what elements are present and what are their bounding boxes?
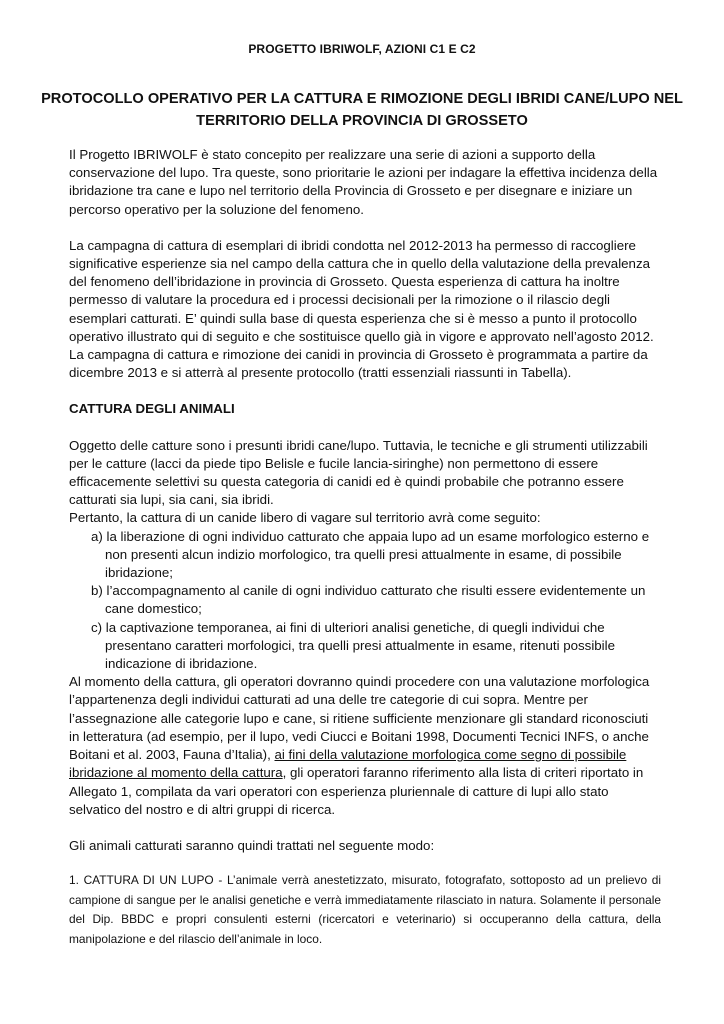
section-paragraph-1: Oggetto delle catture sono i presunti ibridi cane/lupo. Tuttavia, le tecniche e gli strumenti utilizzabili per le catture (lacci da piede tipo Belisle e fucile lancia-siringhe) non permettono di essere efficacemente selettivi su questa categoria di canidi ed è quindi probabile che potranno essere catturati sia lupi, sia cani, sia ibridi. xyxy=(69,437,648,508)
intro-paragraph-2: La campagna di cattura di esemplari di ibridi condotta nel 2012-2013 ha permesso di raccogliere significative esperienze sia nel campo della cattura che in quello della valutazione della prevalenza del fenomeno dell’ibridazione in provincia di Grosseto. Questa esperienza di cattura ha inoltre permesso di valutare la procedura ed i processi decisionali per la rimozione o il rilascio degli esemplari catturati. E’ quindi sulla base di questa esperienza che si è messo a punto il protocollo operativo illustrato qui di seguito e che sostituisce quello già in vigore e approvato nell’agosto 2012. La campagna di cattura e rimozione dei canidi in provincia di Grosseto è programmata a partire da dicembre 2013 e si atterrà al presente protocollo (tratti essenziali riassunti in Tabella). xyxy=(69,237,654,381)
section-paragraph-3-before: Al momento della cattura, gli operatori dovranno quindi procedere con una valutazione morfologica l’appartenenza degli individui catturati ad una delle tre categorie di cui sopra. Mentre per l’assegnazione alle categorie lupo e cane, si ritiene sufficiente menzionare gli standard riconosciuti in letteratura (ad esempio, per il lupo, vedi Ciucci e Boitani 1998, Documenti Tecnici INFS, o anche Boitani et al. 2003, Fauna d’Italia), xyxy=(69,674,650,763)
section-paragraph-2: Pertanto, la cattura di un canide libero di vagare sul territorio avrà come seguito: xyxy=(69,510,541,526)
section-paragraph-3-after: , gli operatori faranno riferimento alla lista di criteri riportato in Allegato 1, compilata da vari operatori con esperienza pluriennale di catture di lupi allo stato selvatico del nostro e di altri gruppi di ricerca. xyxy=(69,765,644,817)
capture-wolf-paragraph: 1. CATTURA DI UN LUPO - L’animale verrà anestetizzato, misurato, fotografato, sottoposto ad un prelievo di campione di sangue per le analisi genetiche e verrà immediatamente rilasciato in natura. Solamente il personale del Dip. BBDC e propri consulenti esterni (ricercatori e veterinario) si occuperanno della cattura, della manipolazione e del rilascio dell’animale in loco. xyxy=(69,873,661,946)
list-item-c: c) la captivazione temporanea, ai fini di ulteriori analisi genetiche, di quegli individui che presentano caratteri morfologici, tra quelli presi attualmente in esame, ritenuti possibile indicazione di ibridazione. xyxy=(91,619,615,672)
treatment-intro: Gli animali catturati saranno quindi trattati nel seguente modo: xyxy=(69,837,435,853)
list-item-b: b) l’accompagnamento al canile di ogni individuo catturato che risulti essere evidentemente un cane domestico; xyxy=(91,583,646,617)
page-header: PROGETTO IBRIWOLF, AZIONI C1 E C2 xyxy=(248,42,476,56)
document-title: PROTOCOLLO OPERATIVO PER LA CATTURA E RIMOZIONE DEGLI IBRIDI CANE/LUPO NEL TERRITORIO DELLA PROVINCIA DI GROSSETO xyxy=(41,91,683,129)
underlined-criterion: ai fini della valutazione morfologica come segno di possibile ibridazione al momento della cattura xyxy=(69,747,627,781)
intro-paragraph-1: Il Progetto IBRIWOLF è stato concepito per realizzare una serie di azioni a supporto della conservazione del lupo. Tra queste, sono prioritarie le azioni per indagare la effettiva incidenza della ibridazione tra cane e lupo nel territorio della Provincia di Grosseto e per disegnare e iniziare un percorso operativo per la soluzione del fenomeno. xyxy=(69,147,658,217)
section-paragraph-3 xyxy=(69,673,661,819)
document-body xyxy=(69,146,661,949)
list-item-a: a) la liberazione di ogni individuo catturato che appaia lupo ad un esame morfologico esterno e non presenti alcun indizio morfologico, tra quelli presi attualmente in esame, di possibile ibridazione; xyxy=(91,528,650,581)
section-heading: CATTURA DEGLI ANIMALI xyxy=(69,401,235,417)
